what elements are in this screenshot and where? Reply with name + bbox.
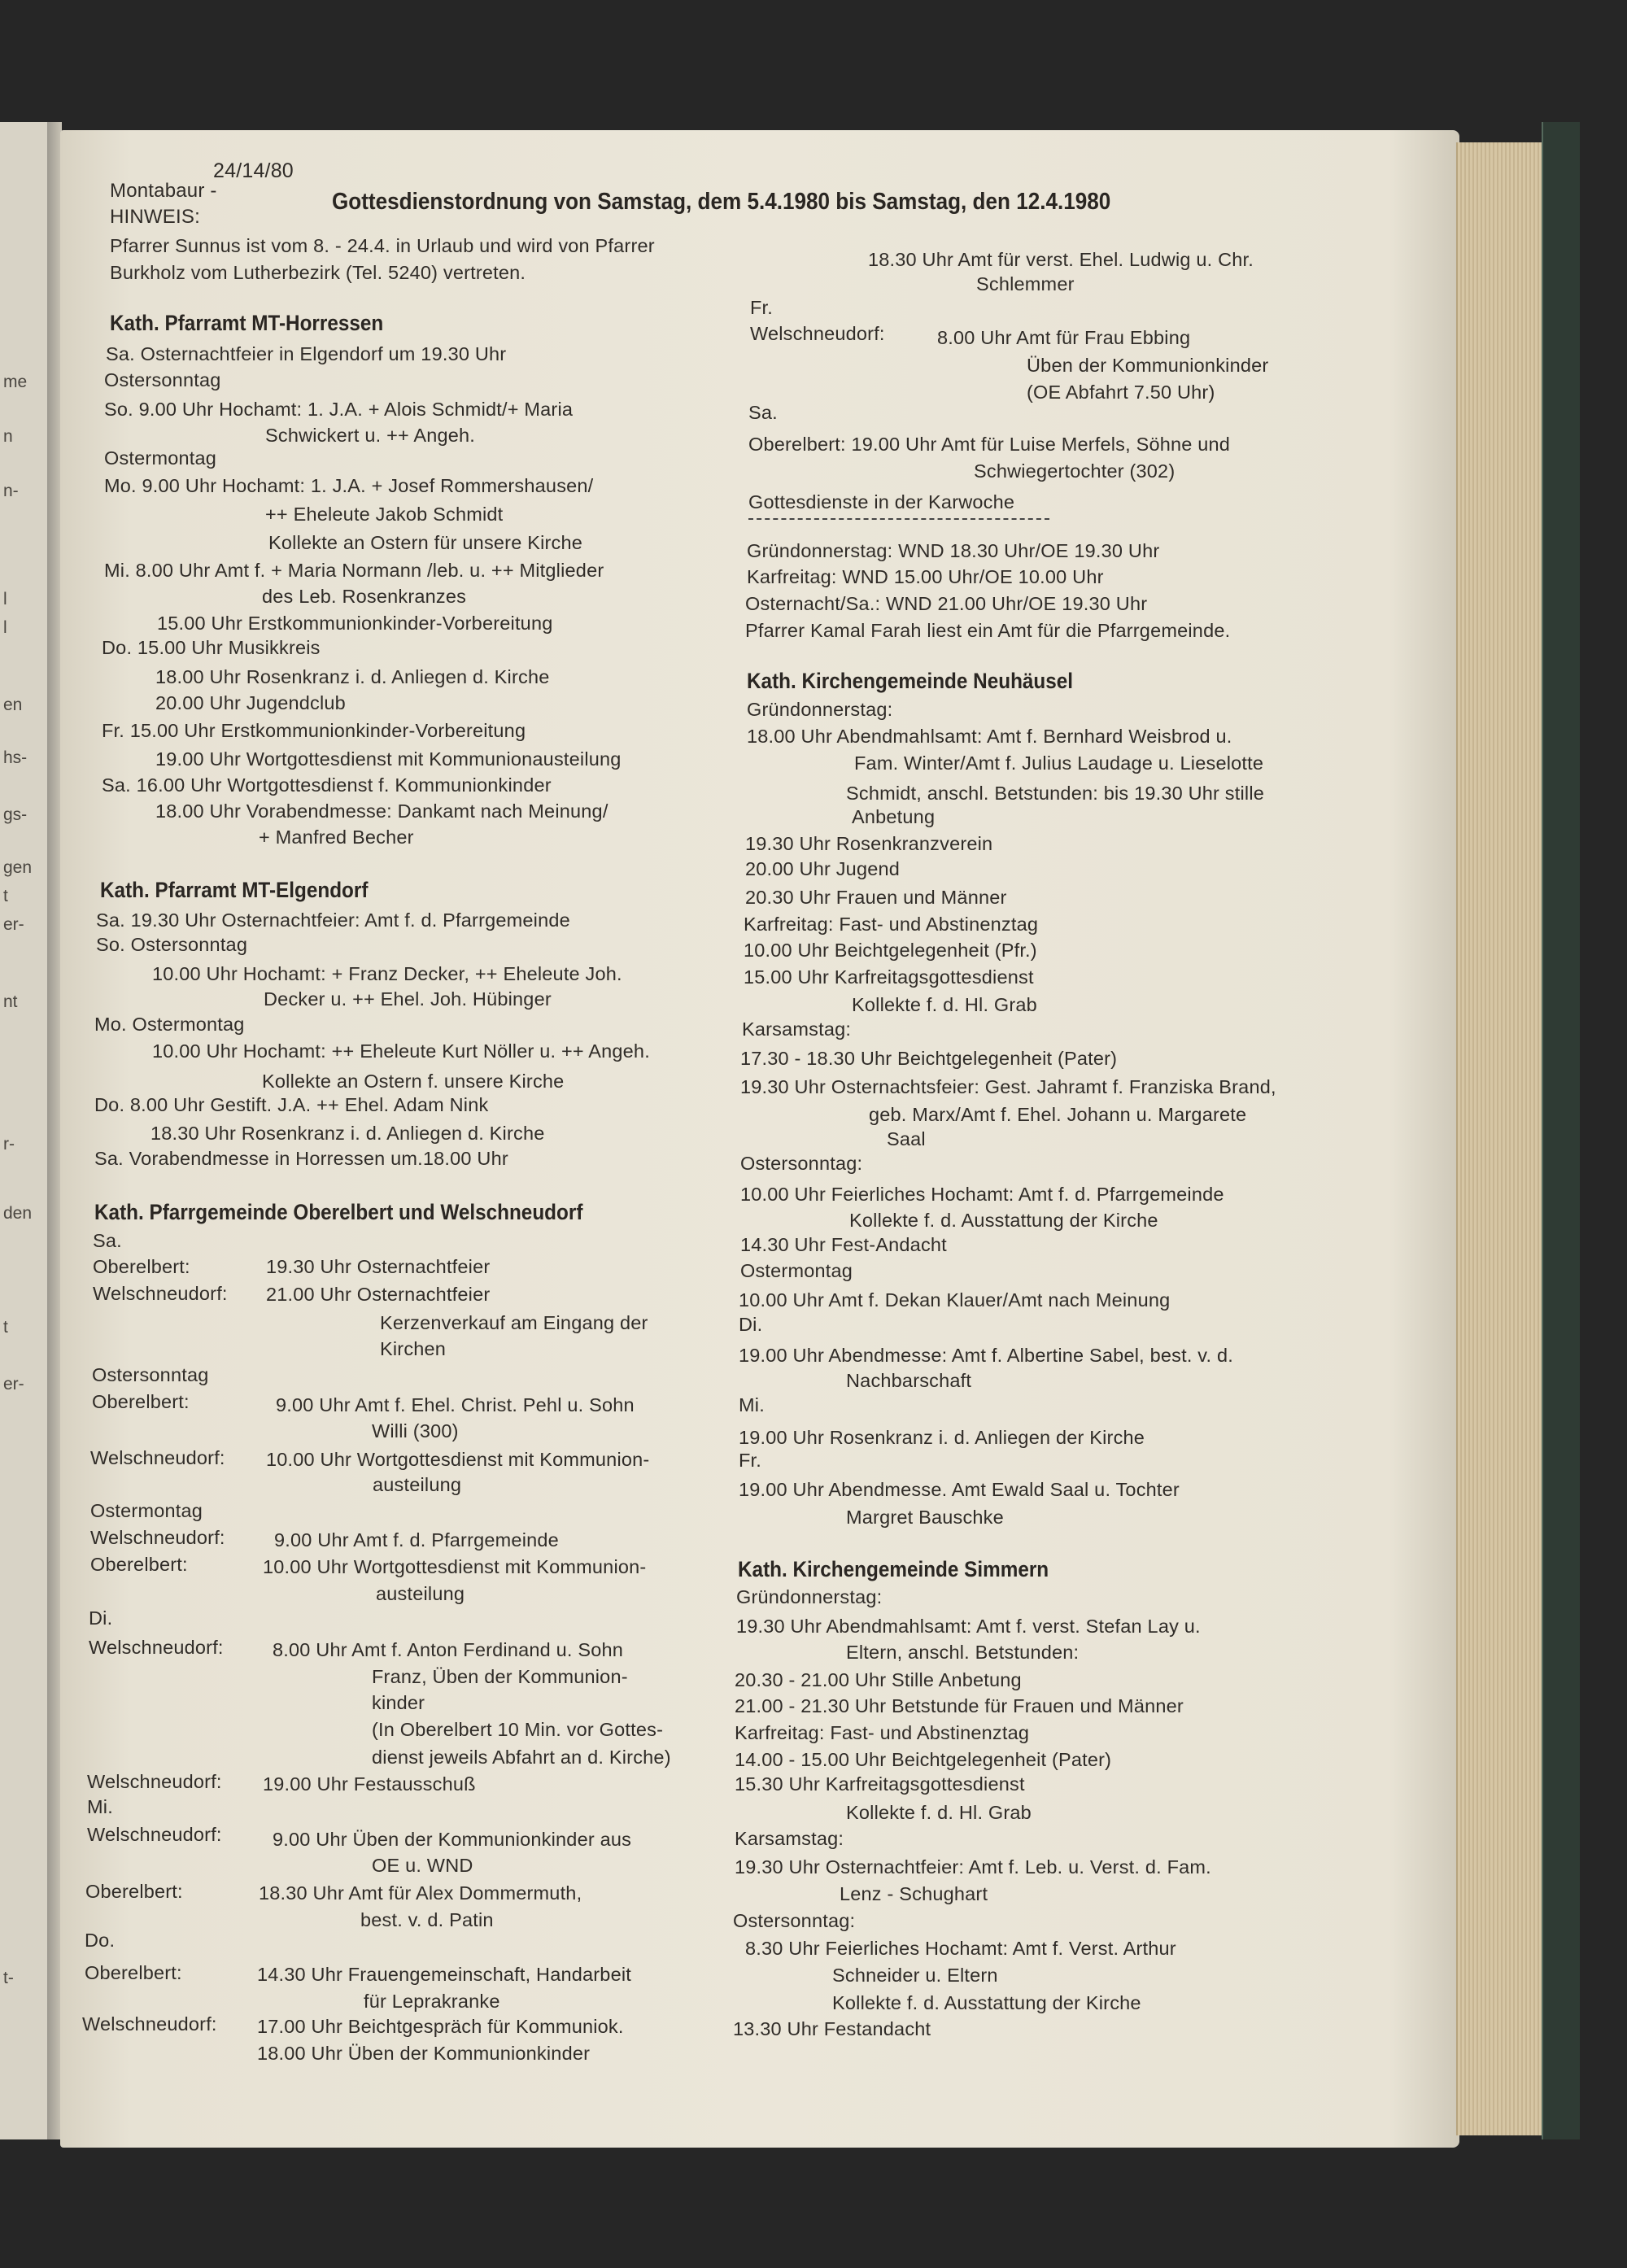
schedule-line: 9.00 Uhr Amt f. d. Pfarrgemeinde — [274, 1529, 559, 1551]
schedule-line: 18.00 Uhr Abendmahlsamt: Amt f. Bernhard Weisbrod u. — [747, 726, 1232, 747]
schedule-line: 14.00 - 15.00 Uhr Beichtgelegenheit (Pater) — [735, 1749, 1112, 1770]
binding-fragment: n- — [3, 482, 19, 500]
location-label: Oberelbert: — [92, 1391, 190, 1412]
schedule-line: 18.30 Uhr Rosenkranz i. d. Anliegen d. Kirche — [150, 1123, 545, 1144]
schedule-line: Sa. 19.30 Uhr Osternachtfeier: Amt f. d. Pfarrgemeinde — [96, 909, 570, 931]
schedule-line: Nachbarschaft — [846, 1370, 972, 1391]
schedule-line: Sa. Osternachtfeier in Elgendorf um 19.30 Uhr — [106, 343, 507, 364]
schedule-line: 20.00 Uhr Jugendclub — [155, 692, 346, 713]
schedule-line: Ostermontag — [104, 447, 217, 469]
schedule-line: 18.30 Uhr Amt für verst. Ehel. Ludwig u. Chr. — [868, 249, 1254, 270]
location-label: Welschneudorf: — [87, 1771, 222, 1792]
schedule-line: Anbetung — [852, 806, 936, 827]
hinweis-label: HINWEIS: — [110, 206, 200, 228]
schedule-line: 19.00 Uhr Rosenkranz i. d. Anliegen der Kirche — [739, 1427, 1145, 1448]
schedule-line: 10.00 Uhr Beichtgelegenheit (Pfr.) — [744, 940, 1037, 961]
schedule-line: Gründonnerstag: WND 18.30 Uhr/OE 19.30 Uhr — [747, 540, 1160, 561]
section-heading: Kath. Pfarramt MT-Elgendorf — [100, 878, 369, 902]
schedule-line: (In Oberelbert 10 Min. vor Gottes- — [372, 1719, 664, 1740]
schedule-line: Osternacht/Sa.: WND 21.00 Uhr/OE 19.30 Uhr — [745, 593, 1148, 614]
schedule-line: Saal — [887, 1128, 926, 1149]
schedule-line: kinder — [372, 1692, 425, 1713]
schedule-line: 10.00 Uhr Hochamt: ++ Eheleute Kurt Nöller u. ++ Angeh. — [152, 1040, 650, 1062]
binding-fragment: r- — [3, 1135, 15, 1154]
location-label: Oberelbert: — [85, 1881, 183, 1902]
schedule-line: 14.30 Uhr Fest-Andacht — [740, 1234, 947, 1255]
schedule-line: Kollekte f. d. Hl. Grab — [852, 994, 1037, 1015]
schedule-line: 9.00 Uhr Üben der Kommunionkinder aus — [273, 1829, 632, 1850]
binding-fragment: n — [3, 427, 13, 446]
schedule-line: 18.00 Uhr Rosenkranz i. d. Anliegen d. Kirche — [155, 666, 550, 687]
location-label: Welschneudorf: — [82, 2013, 217, 2035]
location-label: Welschneudorf: — [90, 1447, 225, 1468]
schedule-line: 21.00 Uhr Osternachtfeier — [266, 1284, 491, 1305]
schedule-line: Gründonnerstag: — [747, 699, 893, 720]
schedule-line: 13.30 Uhr Festandacht — [733, 2018, 931, 2039]
schedule-line: So. Ostersonntag — [96, 934, 248, 955]
schedule-line: 19.30 Uhr Rosenkranzverein — [745, 833, 993, 854]
schedule-line: 8.00 Uhr Amt für Frau Ebbing — [937, 327, 1191, 348]
location-label: Welschneudorf: — [90, 1527, 225, 1548]
schedule-line: Kollekte an Ostern für unsere Kirche — [268, 532, 582, 553]
section-heading: Kath. Pfarramt MT-Horressen — [110, 311, 384, 335]
schedule-line: 18.00 Uhr Üben der Kommunionkinder — [257, 2043, 591, 2064]
schedule-line: Kollekte f. d. Ausstattung der Kirche — [849, 1210, 1158, 1231]
schedule-line: 10.00 Uhr Amt f. Dekan Klauer/Amt nach Meinung — [739, 1289, 1171, 1311]
binding-fragment: nt — [3, 992, 18, 1011]
schedule-line: Mi. 8.00 Uhr Amt f. + Maria Normann /leb. u. ++ Mitglieder — [104, 560, 604, 581]
binding-fragment: er- — [3, 1375, 24, 1394]
document-ref: 24/14/80 — [213, 159, 294, 182]
location-label: Oberelbert: — [85, 1962, 182, 1983]
schedule-line: Karfreitag: Fast- und Abstinenztag — [744, 914, 1039, 935]
schedule-line: 19.30 Uhr Osternachtfeier: Amt f. Leb. u. Verst. d. Fam. — [735, 1856, 1211, 1878]
schedule-line: 21.00 - 21.30 Uhr Betstunde für Frauen und Männer — [735, 1695, 1184, 1716]
notice-line: Burkholz vom Lutherbezirk (Tel. 5240) vertreten. — [110, 262, 526, 283]
schedule-line: 8.00 Uhr Amt f. Anton Ferdinand u. Sohn — [273, 1639, 624, 1660]
schedule-line: Eltern, anschl. Betstunden: — [846, 1642, 1080, 1663]
schedule-line: 10.00 Uhr Feierliches Hochamt: Amt f. d. Pfarrgemeinde — [740, 1184, 1224, 1205]
binding-fragment: t- — [3, 1969, 14, 1987]
schedule-line: Ostersonntag: — [733, 1910, 856, 1931]
schedule-line: Schlemmer — [976, 273, 1075, 294]
schedule-line: Ostermontag — [740, 1260, 853, 1281]
binding-fragment: den — [3, 1204, 33, 1223]
location-label: Oberelbert: — [93, 1256, 190, 1277]
schedule-line: 19.00 Uhr Festausschuß — [263, 1773, 476, 1795]
schedule-line: Di. — [89, 1607, 113, 1629]
schedule-line: 19.00 Uhr Wortgottesdienst mit Kommunionausteilung — [155, 748, 622, 770]
schedule-line: Ostersonntag: — [740, 1153, 863, 1174]
schedule-line: Kirchen — [380, 1338, 447, 1359]
schedule-line: 19.00 Uhr Abendmesse: Amt f. Albertine Sabel, best. v. d. — [739, 1345, 1233, 1366]
schedule-line: Mi. — [739, 1394, 765, 1415]
schedule-line: Mi. — [87, 1796, 113, 1817]
location-label: Welschneudorf: — [87, 1824, 222, 1845]
schedule-line: Do. 8.00 Uhr Gestift. J.A. ++ Ehel. Adam Nink — [94, 1094, 489, 1115]
binding-fragment: l — [3, 618, 7, 637]
location-label: Oberelbert: — [90, 1554, 188, 1575]
location-label: Welschneudorf: — [89, 1637, 224, 1658]
binding-fragment: gs- — [3, 805, 28, 824]
schedule-line: Do. — [85, 1930, 116, 1951]
schedule-line: 18.30 Uhr Amt für Alex Dommermuth, — [259, 1882, 582, 1904]
schedule-line: 8.30 Uhr Feierliches Hochamt: Amt f. Verst. Arthur — [745, 1938, 1176, 1959]
location-label: Welschneudorf: — [750, 323, 885, 344]
schedule-line: Schwickert u. ++ Angeh. — [265, 425, 476, 446]
section-subheading: Gottesdienste in der Karwoche — [748, 491, 1015, 512]
schedule-line: des Leb. Rosenkranzes — [262, 586, 467, 607]
schedule-line: Mo. Ostermontag — [94, 1014, 245, 1035]
schedule-line: 17.00 Uhr Beichtgespräch für Kommuniok. — [257, 2016, 624, 2037]
schedule-line: (OE Abfahrt 7.50 Uhr) — [1027, 382, 1215, 403]
schedule-line: Ostermontag — [90, 1500, 203, 1521]
schedule-line: Schmidt, anschl. Betstunden: bis 19.30 Uhr stille — [846, 783, 1265, 804]
schedule-line: 18.00 Uhr Vorabendmesse: Dankamt nach Meinung/ — [155, 800, 608, 822]
schedule-line: 20.00 Uhr Jugend — [745, 858, 901, 879]
schedule-line: Gründonnerstag: — [736, 1586, 883, 1607]
dashed-underline — [748, 518, 1049, 520]
schedule-line: Fr. — [750, 297, 774, 318]
schedule-line: Schwiegertochter (302) — [974, 460, 1176, 482]
schedule-line: Üben der Kommunionkinder — [1027, 355, 1269, 376]
schedule-line: Lenz - Schughart — [840, 1883, 988, 1904]
schedule-line: 19.30 Uhr Osternachtfeier — [266, 1256, 491, 1277]
location-label: Welschneudorf: — [93, 1283, 228, 1304]
schedule-line: Schneider u. Eltern — [832, 1965, 998, 1986]
binding-fragment: t — [3, 1318, 8, 1337]
schedule-line: Kollekte an Ostern f. unsere Kirche — [262, 1071, 565, 1092]
binding-fragment: en — [3, 696, 23, 714]
schedule-line: + Manfred Becher — [259, 827, 414, 848]
schedule-line: Karfreitag: Fast- und Abstinenztag — [735, 1722, 1030, 1743]
schedule-line: Kerzenverkauf am Eingang der — [380, 1312, 648, 1333]
schedule-line: austeilung — [373, 1474, 462, 1495]
schedule-line: 15.00 Uhr Erstkommunionkinder-Vorbereitung — [157, 613, 553, 634]
schedule-line: Ostersonntag — [104, 369, 221, 390]
schedule-line: 14.30 Uhr Frauengemeinschaft, Handarbeit — [257, 1964, 631, 1985]
schedule-line: Oberelbert: 19.00 Uhr Amt für Luise Merfels, Söhne und — [748, 434, 1231, 455]
binding-fragment: gen — [3, 858, 33, 877]
schedule-line: Sa. Vorabendmesse in Horressen um.18.00 Uhr — [94, 1148, 508, 1169]
binding-fragment: l — [3, 590, 7, 608]
binding-fragment: hs- — [3, 748, 28, 767]
binding-fragment: me — [3, 373, 28, 391]
schedule-line: Di. — [739, 1314, 763, 1335]
section-heading: Kath. Pfarrgemeinde Oberelbert und Welschneudorf — [94, 1200, 583, 1224]
schedule-line: 10.00 Uhr Wortgottesdienst mit Kommunion- — [266, 1449, 650, 1470]
previous-page-edge — [0, 122, 52, 2139]
notice-line: Pfarrer Sunnus ist vom 8. - 24.4. in Urlaub und wird von Pfarrer — [110, 235, 655, 256]
schedule-line: austeilung — [376, 1583, 465, 1604]
schedule-line: 19.00 Uhr Abendmesse. Amt Ewald Saal u. Tochter — [739, 1479, 1180, 1500]
schedule-line: 20.30 - 21.00 Uhr Stille Anbetung — [735, 1669, 1022, 1690]
schedule-line: Sa. — [748, 402, 778, 423]
schedule-line: Mo. 9.00 Uhr Hochamt: 1. J.A. + Josef Rommershausen/ — [104, 475, 594, 496]
schedule-line: Margret Bauschke — [846, 1507, 1004, 1528]
schedule-line: 10.00 Uhr Hochamt: + Franz Decker, ++ Eheleute Joh. — [152, 963, 622, 984]
schedule-line: OE u. WND — [372, 1855, 473, 1876]
schedule-line: best. v. d. Patin — [360, 1909, 494, 1930]
schedule-line: So. 9.00 Uhr Hochamt: 1. J.A. + Alois Schmidt/+ Maria — [104, 399, 574, 420]
page-edges — [1456, 142, 1547, 2135]
schedule-line: Do. 15.00 Uhr Musikkreis — [102, 637, 321, 658]
schedule-line: Ostersonntag — [92, 1364, 209, 1385]
schedule-line: Kollekte f. d. Ausstattung der Kirche — [832, 1992, 1141, 2013]
schedule-line: geb. Marx/Amt f. Ehel. Johann u. Margarete — [869, 1104, 1247, 1125]
schedule-line: Karfreitag: WND 15.00 Uhr/OE 10.00 Uhr — [747, 566, 1104, 587]
schedule-line: Karsamstag: — [742, 1018, 852, 1040]
section-heading: Kath. Kirchengemeinde Simmern — [738, 1557, 1049, 1581]
schedule-line: Fr. — [739, 1450, 762, 1471]
schedule-line: 19.30 Uhr Abendmahlsamt: Amt f. verst. Stefan Lay u. — [736, 1616, 1201, 1637]
schedule-line: Fr. 15.00 Uhr Erstkommunionkinder-Vorbereitung — [102, 720, 526, 741]
book-cover — [1542, 122, 1580, 2139]
place-label: Montabaur - — [110, 180, 217, 202]
schedule-line: dienst jeweils Abfahrt an d. Kirche) — [372, 1747, 671, 1768]
schedule-line: 15.30 Uhr Karfreitagsgottesdienst — [735, 1773, 1025, 1795]
schedule-line: Willi (300) — [372, 1420, 459, 1441]
section-heading: Kath. Kirchengemeinde Neuhäusel — [747, 669, 1074, 693]
page-title: Gottesdienstordnung von Samstag, dem 5.4.1980 bis Samstag, den 12.4.1980 — [332, 189, 1111, 215]
schedule-line: Pfarrer Kamal Farah liest ein Amt für die Pfarrgemeinde. — [745, 620, 1231, 641]
schedule-line: 19.30 Uhr Osternachtsfeier: Gest. Jahramt f. Franziska Brand, — [740, 1076, 1276, 1097]
schedule-line: Decker u. ++ Ehel. Joh. Hübinger — [264, 988, 552, 1010]
schedule-line: Karsamstag: — [735, 1828, 844, 1849]
schedule-line: 20.30 Uhr Frauen und Männer — [745, 887, 1007, 908]
schedule-line: Fam. Winter/Amt f. Julius Laudage u. Lieselotte — [854, 752, 1264, 774]
schedule-line: für Leprakranke — [364, 1991, 500, 2012]
schedule-line: Franz, Üben der Kommunion- — [372, 1666, 628, 1687]
schedule-line: 10.00 Uhr Wortgottesdienst mit Kommunion- — [263, 1556, 647, 1577]
schedule-line: Sa. — [93, 1230, 122, 1251]
binding-fragment: er- — [3, 915, 24, 934]
schedule-line: 9.00 Uhr Amt f. Ehel. Christ. Pehl u. Sohn — [276, 1394, 635, 1415]
binding-fragment: t — [3, 887, 8, 905]
schedule-line: 15.00 Uhr Karfreitagsgottesdienst — [744, 966, 1034, 988]
schedule-line: Sa. 16.00 Uhr Wortgottesdienst f. Kommunionkinder — [102, 774, 552, 796]
schedule-line: ++ Eheleute Jakob Schmidt — [265, 504, 504, 525]
schedule-line: 17.30 - 18.30 Uhr Beichtgelegenheit (Pater) — [740, 1048, 1118, 1069]
schedule-line: Kollekte f. d. Hl. Grab — [846, 1802, 1032, 1823]
